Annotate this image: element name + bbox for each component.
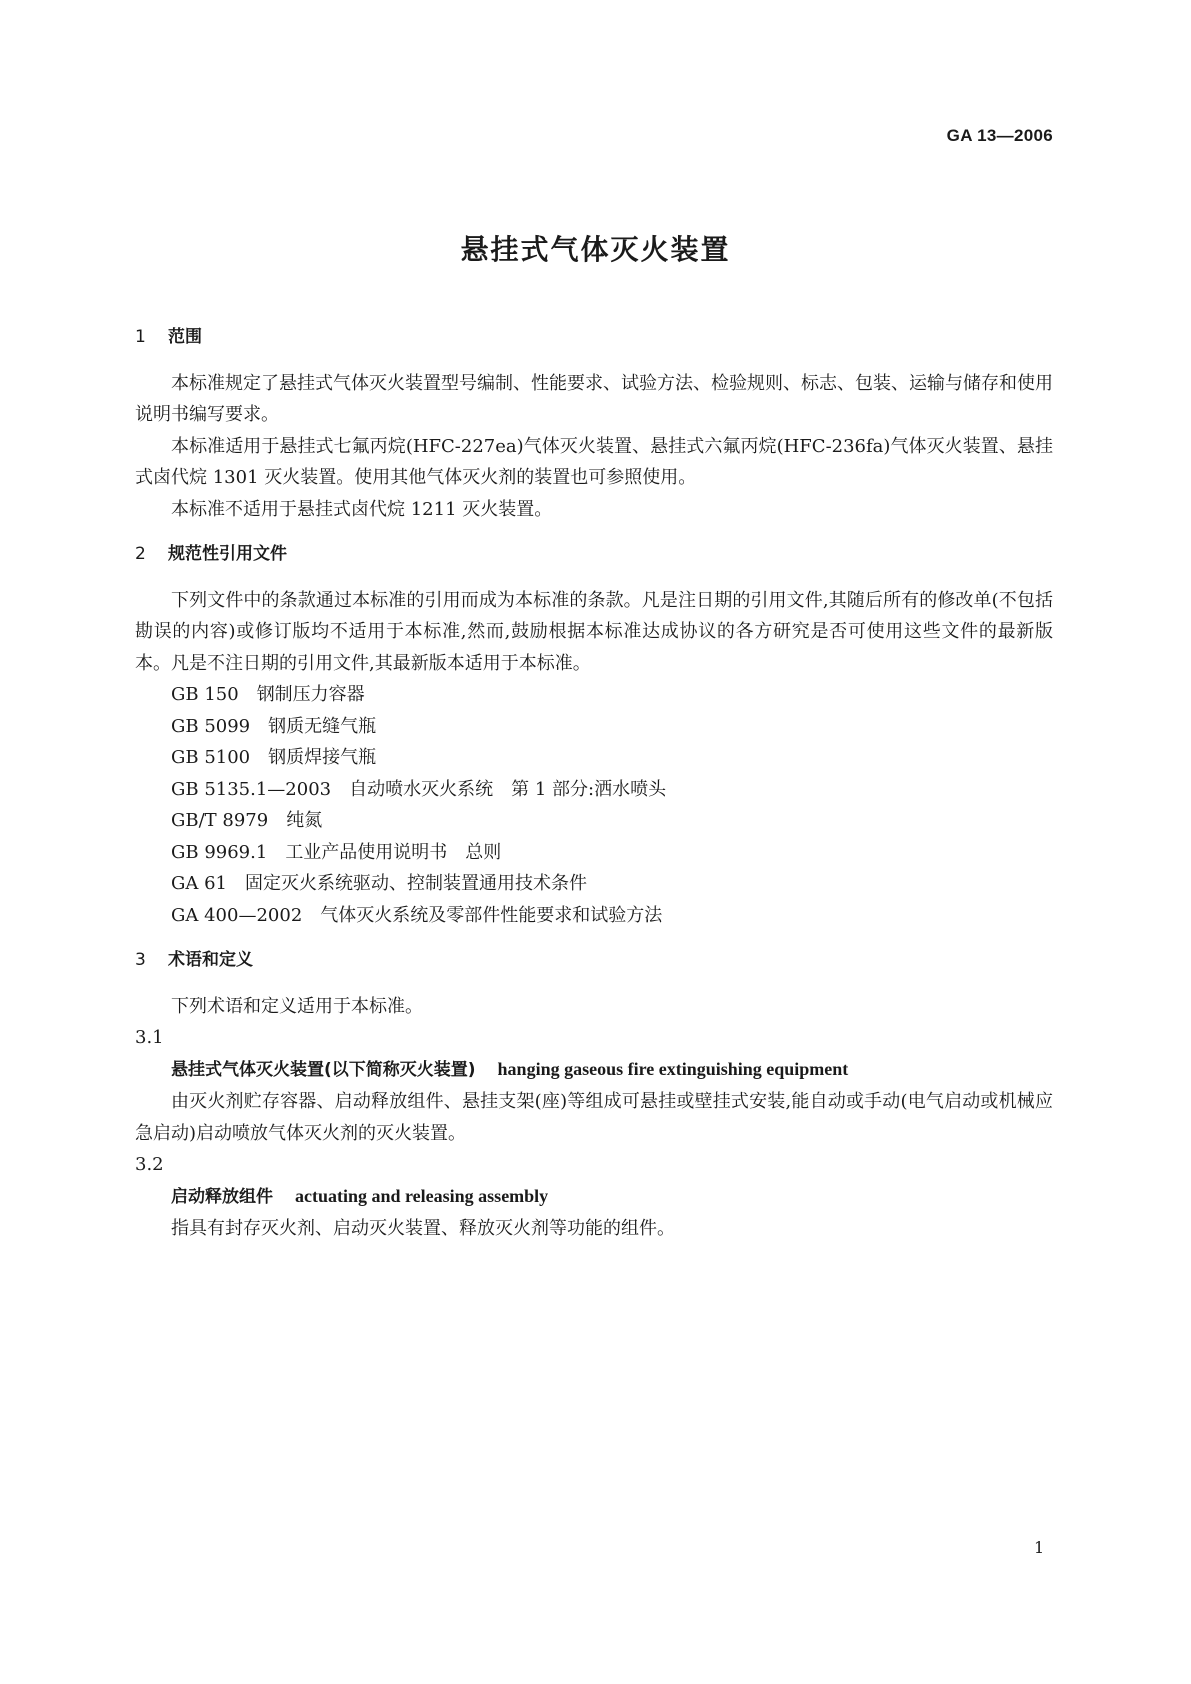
paragraph: 本标准不适用于悬挂式卤代烷 1211 灭火装置。 [171, 498, 553, 520]
section-title: 术语和定义 [168, 950, 253, 970]
section-heading-terms-definitions [135, 945, 1053, 977]
reference-code: GB 5099 [171, 715, 251, 737]
document-body [135, 322, 1053, 1245]
reference-code: GB 150 [171, 684, 239, 705]
document-title: 悬挂式气体灭火装置 [460, 233, 731, 266]
clause-number: 3.1 [135, 1027, 164, 1048]
reference-code: GB 5100 [171, 747, 251, 768]
term-heading [135, 1054, 1053, 1087]
reference-title: 纯氮 [286, 810, 323, 831]
reference-item [135, 679, 1053, 711]
term-definition: 指具有封存灭火剂、启动灭火装置、释放灭火剂等功能的组件。 [171, 1218, 675, 1239]
reference-title: 钢质焊接气瓶 [268, 747, 377, 768]
paragraph: 下列术语和定义适用于本标准。 [171, 995, 423, 1017]
section-number: 1 [135, 327, 146, 347]
reference-item [135, 805, 1053, 837]
reference-title: 固定灭火系统驱动、控制装置通用技术条件 [245, 873, 588, 894]
section-heading-normative-references [135, 539, 1053, 571]
paragraph: 本标准规定了悬挂式气体灭火装置型号编制、性能要求、试验方法、检验规则、标志、包装、运输与储存和使用说明书编写要求。 [135, 372, 1053, 425]
section-heading-scope [135, 322, 1053, 354]
reference-code: GB/T 8979 [171, 810, 269, 831]
paragraph: 下列文件中的条款通过本标准的引用而成为本标准的条款。凡是注日期的引用文件,其随后所有的修改单(不包括勘误的内容)或修订版均不适用于本标准,然而,鼓励根据本标准达成协议的各方研究是否可使用这些文件的最新版本。凡是不注日期的引用文件,其最新版本适用于本标准。 [135, 589, 1053, 674]
standard-number: GA 13—2006 [946, 126, 1053, 145]
reference-item [135, 711, 1053, 743]
page-number: 1 [1034, 1538, 1045, 1557]
term-zh: 悬挂式气体灭火装置(以下简称灭火装置) [171, 1059, 476, 1080]
reference-item [135, 774, 1053, 806]
reference-item [135, 837, 1053, 869]
section-title: 规范性引用文件 [168, 544, 287, 564]
reference-title: 气体灭火系统及零部件性能要求和试验方法 [320, 904, 663, 926]
reference-item [135, 900, 1053, 932]
reference-code: GA 61 [171, 873, 228, 894]
term-zh: 启动释放组件 [171, 1186, 273, 1207]
section-number: 3 [135, 950, 146, 970]
term-definition: 由灭火剂贮存容器、启动释放组件、悬挂支架(座)等组成可悬挂或壁挂式安装,能自动或手动(电气启动或机械应急启动)启动喷放气体灭火剂的灭火装置。 [135, 1091, 1053, 1144]
paragraph: 本标准适用于悬挂式七氟丙烷(HFC-227ea)气体灭火装置、悬挂式六氟丙烷(HFC-236fa)气体灭火装置、悬挂式卤代烷 1301 灭火装置。使用其他气体灭火剂的装置也可参照使用。 [135, 435, 1053, 488]
clause-number: 3.2 [135, 1154, 164, 1175]
section-title: 范围 [168, 327, 202, 347]
term-en: hanging gaseous fire extinguishing equipment [497, 1058, 849, 1079]
reference-code: GA 400—2002 [171, 904, 303, 926]
reference-item [135, 868, 1053, 900]
reference-title: 钢质无缝气瓶 [268, 715, 377, 737]
term-heading [135, 1181, 1053, 1214]
reference-title: 钢制压力容器 [256, 684, 365, 705]
reference-code: GB 9969.1 [171, 841, 268, 863]
term-en: actuating and releasing assembly [295, 1185, 549, 1206]
reference-title: 工业产品使用说明书 总则 [285, 841, 502, 863]
reference-title: 自动喷水灭火系统 第 1 部分:洒水喷头 [349, 778, 667, 800]
section-number: 2 [135, 544, 146, 564]
reference-item [135, 742, 1053, 774]
reference-code: GB 5135.1—2003 [171, 778, 332, 800]
